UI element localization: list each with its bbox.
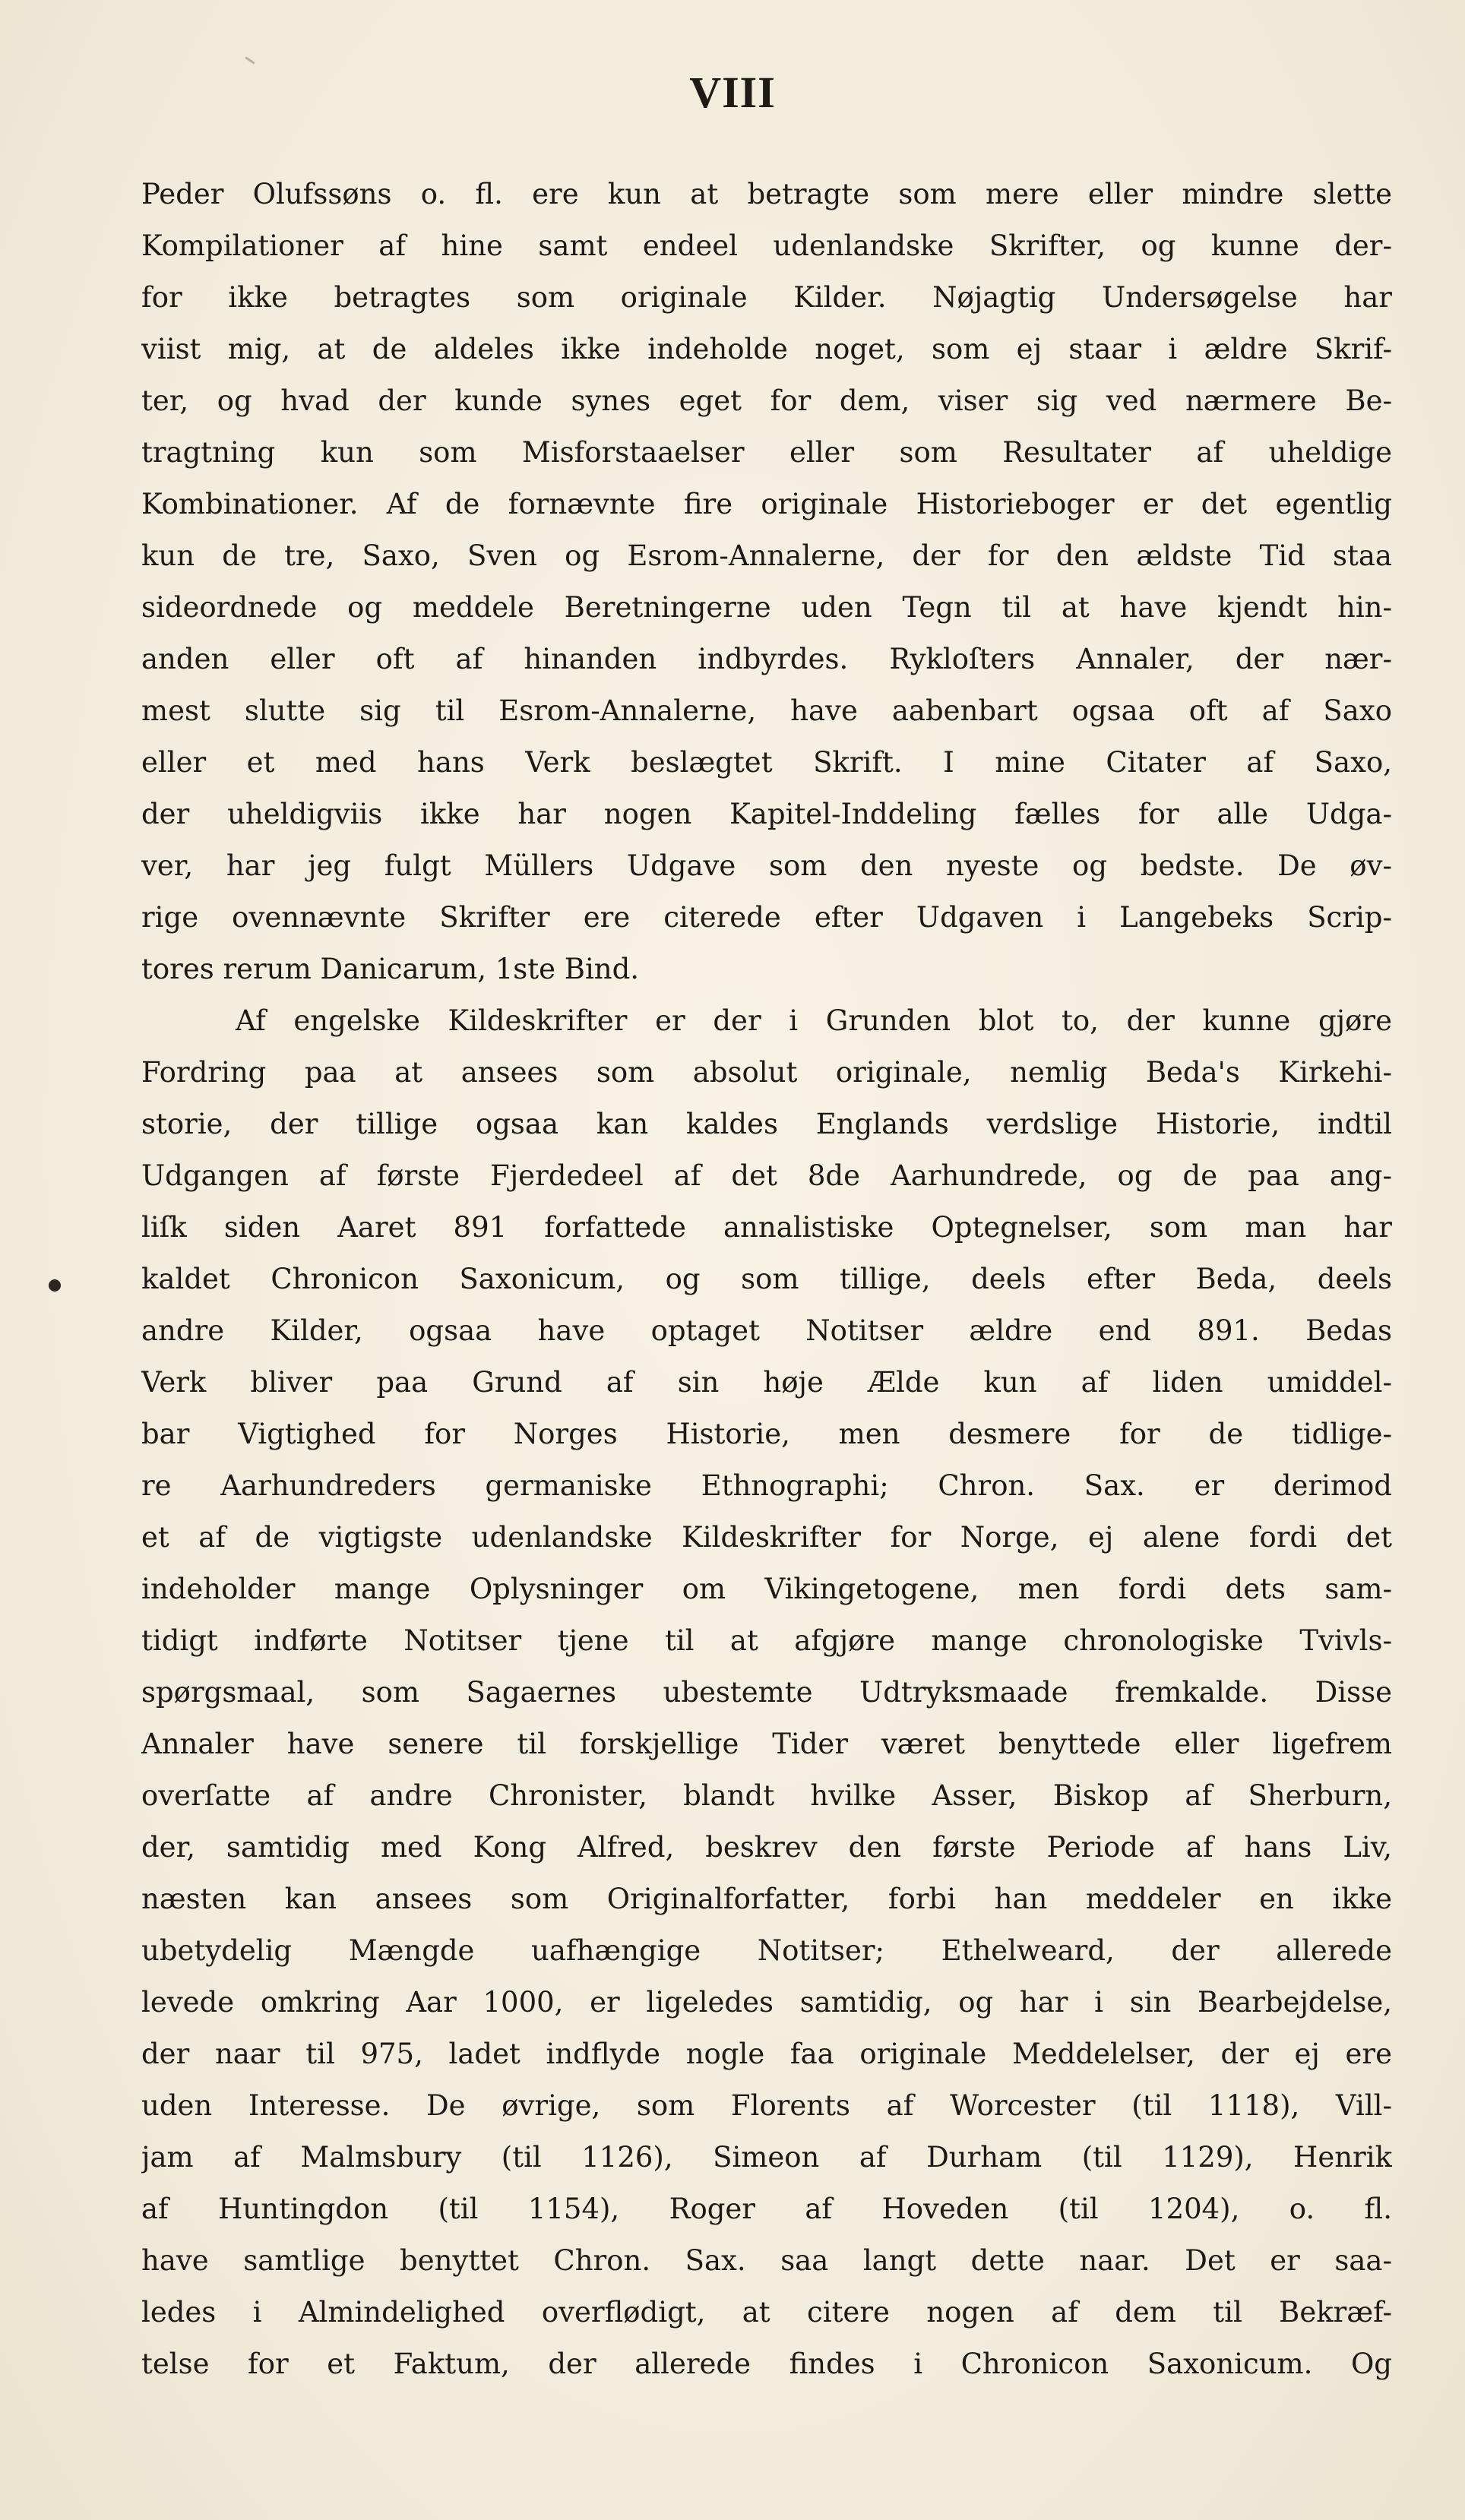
text-line: Annaler have senere til forskjellige Tider været benyttede eller ligefrem — [141, 1728, 1392, 1760]
text-line: mest slutte sig til Esrom-Annalerne, have aabenbart ogsaa oft af Saxo — [141, 694, 1392, 727]
text-line: kun de tre, Saxo, Sven og Esrom-Annalerne, der for den ældste Tid staa — [141, 539, 1392, 572]
text-line: Kombinationer. Af de fornævnte fire originale Historieboger er det egentlig — [141, 488, 1392, 520]
text-line: der naar til 975, ladet indflyde nogle faa originale Meddelelser, der ej ere — [141, 2038, 1392, 2070]
ink-speck — [49, 1279, 61, 1292]
text-line: viist mig, at de aldeles ikke indeholde noget, som ej staar i ældre Skrif- — [141, 333, 1392, 365]
text-line: sideordnede og meddele Beretningerne uden Tegn til at have kjendt hin- — [141, 591, 1392, 624]
text-line: bar Vigtighed for Norges Historie, men desmere for de tidlige- — [141, 1418, 1392, 1450]
text-line: tidigt indførte Notitser tjene til at afgjøre mange chronologiske Tvivls- — [141, 1624, 1392, 1657]
text-line: re Aarhundreders germaniske Ethnographi; Chron. Sax. er derimod — [141, 1469, 1392, 1502]
text-line: ter, og hvad der kunde synes eget for dem, viser sig ved nærmere Be- — [141, 384, 1392, 417]
text-line: telse for et Faktum, der allerede findes i Chronicon Saxonicum. Og — [141, 2348, 1392, 2380]
text-line: for ikke betragtes som originale Kilder. Nøjagtig Undersøgelse har — [141, 281, 1392, 314]
text-line: jam af Malmsbury (til 1126), Simeon af Durham (til 1129), Henrik — [141, 2141, 1392, 2174]
text-line: kaldet Chronicon Saxonicum, og som tillige, deels efter Beda, deels — [141, 1263, 1392, 1295]
text-line: der, samtidig med Kong Alfred, beskrev den første Periode af hans Liv, — [141, 1831, 1392, 1864]
text-line: eller et med hans Verk beslægtet Skrift. I mine Citater af Saxo, — [141, 746, 1392, 779]
text-line: spørgsmaal, som Sagaernes ubestemte Udtryksmaade fremkalde. Disse — [141, 1676, 1392, 1709]
text-line: Verk bliver paa Grund af sin høje Ælde kun af liden umiddel- — [141, 1366, 1392, 1399]
page-number: VIII — [689, 68, 776, 117]
text-line: af Huntingdon (til 1154), Roger af Hoveden (til 1204), o. fl. — [141, 2193, 1392, 2225]
text-line: tores rerum Danicarum, 1ste Bind. — [141, 953, 640, 985]
text-line: have samtlige benyttet Chron. Sax. saa langt dette naar. Det er saa- — [141, 2244, 1392, 2277]
text-line: et af de vigtigste udenlandske Kildeskrifter for Norge, ej alene fordi det — [141, 1521, 1392, 1554]
text-line: der uheldigviis ikke har nogen Kapitel-Inddeling fælles for alle Udga- — [141, 798, 1392, 830]
text-line: liſk siden Aaret 891 forfattede annalistiske Optegnelser, som man har — [141, 1211, 1392, 1244]
text-line: Kompilationer af hine samt endeel udenlandske Skrifter, og kunne der- — [141, 229, 1392, 262]
text-line: Peder Olufssøns o. fl. ere kun at betragte som mere eller mindre slette — [141, 178, 1392, 210]
text-line: indeholder mange Oplysninger om Vikingetogene, men fordi dets sam- — [141, 1573, 1392, 1605]
body-text — [141, 169, 1392, 2390]
paper-mark — [245, 56, 255, 64]
text-line: rige ovennævnte Skrifter ere citerede efter Udgaven i Langebeks Scrip- — [141, 901, 1392, 934]
text-line: Af engelske Kildeskrifter er der i Grunden blot to, der kunne gjøre — [236, 1004, 1392, 1037]
text-line: tragtning kun som Misforstaaelser eller som Resultater af uheldige — [141, 436, 1392, 469]
text-line: andre Kilder, ogsaa have optaget Notitser ældre end 891. Bedas — [141, 1314, 1392, 1347]
text-line: ubetydelig Mængde uafhængige Notitser; Ethelweard, der allerede — [141, 1934, 1392, 1967]
text-line: overſatte af andre Chronister, blandt hvilke Asser, Biskop af Sherburn, — [141, 1779, 1392, 1812]
text-line: uden Interesse. De øvrige, som Florents af Worcester (til 1118), Vill- — [141, 2089, 1392, 2122]
text-line: ver, har jeg fulgt Müllers Udgave som den nyeste og bedste. De øv- — [141, 849, 1392, 882]
text-line: ledes i Almindelighed overflødigt, at citere nogen af dem til Bekræf- — [141, 2296, 1392, 2329]
text-line: storie, der tillige ogsaa kan kaldes Englands verdslige Historie, indtil — [141, 1108, 1392, 1140]
text-line: Udgangen af første Fjerdedeel af det 8de Aarhundrede, og de paa ang- — [141, 1159, 1392, 1192]
text-line: anden eller oft af hinanden indbyrdes. Rykloſters Annaler, der nær- — [141, 643, 1392, 675]
text-line: Fordring paa at ansees som absolut originale, nemlig Beda's Kirkehi- — [141, 1056, 1392, 1089]
text-line: næsten kan ansees som Originalforfatter, forbi han meddeler en ikke — [141, 1883, 1392, 1915]
text-line: levede omkring Aar 1000, er ligeledes samtidig, og har i sin Bearbejdelse, — [141, 1986, 1392, 2019]
